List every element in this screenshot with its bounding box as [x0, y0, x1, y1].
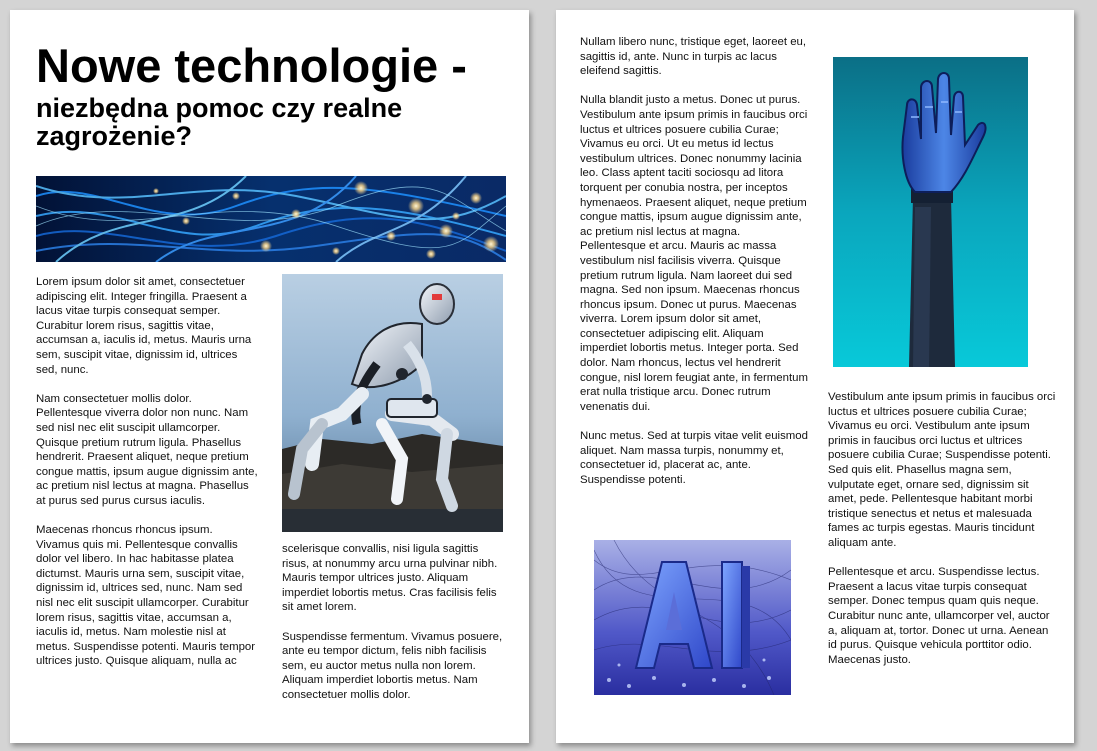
document-page-1 — [10, 10, 529, 743]
paragraph: Pellentesque et arcu. Suspendisse lectus. Praesent a lacus vitae turpis consequat semper. Donec tempus quam quis neque. Curabitur nunc ante, ullamcorper vel, auctor a, aliquam at, tortor. Donec ut urna. Aenean id purus. Quisque vehicula porttitor odio. Maecenas justo. — [828, 566, 1050, 666]
paragraph: Nunc metus. Sed at turpis vitae velit euismod aliquet. Nam massa turpis, nonummy et, consectetuer id, placerat ac, ante. Suspendisse potenti. — [580, 430, 808, 486]
banner-image — [36, 176, 506, 262]
page1-column-right — [282, 542, 504, 703]
paragraph: Nullam libero nunc, tristique eget, laoreet eu, sagittis id, ante. Nunc in turpis ac lacus eleifend sagittis. — [580, 36, 807, 78]
robot-image — [282, 274, 503, 532]
article-subtitle: niezbędna pomoc czy realne zagrożenie? — [36, 93, 403, 151]
page2-column-left — [580, 35, 808, 487]
paragraph: Vestibulum ante ipsum primis in faucibus orci luctus et ultrices posuere cubilia Curae; Vivamus eu orci. Vestibulum ante ipsum primis in faucibus orci luctus et ultrices posuere cubilia Curae; Suspendisse potenti. Sed quis elit. Phasellus magna sem, vulputate eget, ornare sed, dignissim sit amet, pede. Pellentesque habitant morbi tristique senectus et netus et malesuada fames ac turpis egestas. Mauris tincidunt aliquam ante. — [828, 391, 1056, 549]
paragraph: Nulla blandit justo a metus. Donec ut purus. Vestibulum ante ipsum primis in faucibus orci luctus et ultrices posuere cubilia Curae; Vivamus eu orci. Ut eu metus id lectus vestibulum ultrices. Donec nonummy lacinia leo. Class aptent taciti sociosqu ad litora torquent per conubia nostra, per inceptos hymenaeos. Praesent aliquet, neque pretium congue mattis, ipsum augue dignissim ante, ac pretium nisl lectus at magna. Pellentesque et arcu. Mauris ac massa vestibulum nisl facilisis viverra. Quisque pretium rutrum ligula. Nam laoreet dui sed magna. Sed non ipsum. Maecenas rhoncus rhoncus ipsum. Donec ut purus. Maecenas viverra. Lorem ipsum dolor sit amet, consectetuer adipiscing elit. Aliquam imperdiet lobortis metus. Integer porta. Sed dolor. Nam rhoncus, lectus vel hendrerit congue, nisl lorem feugiat ante, in fermentum erat nulla tristique arcu. Donec rutrum venenatis dui. — [580, 94, 808, 413]
page2-column-right — [828, 390, 1056, 667]
article-title: Nowe technologie - — [36, 39, 467, 92]
robotic-hand-image — [833, 57, 1028, 367]
ai-image — [594, 540, 791, 695]
paragraph: Nam consectetuer mollis dolor. Pellentesque viverra dolor non nunc. Nam sed nisl nec elit suscipit ullamcorper. Quisque pretium rutrum ligula. Phasellus hendrerit. Praesent aliquet, neque pretium congue mattis, ipsum augue dignissim ante, ac pretium nisl lectus at magna. Phasellus at purus sed purus cursus iaculis. — [36, 392, 258, 507]
document-page-2 — [556, 10, 1074, 743]
paragraph: scelerisque convallis, nisi ligula sagittis risus, at nonummy arcu urna pulvinar nibh. Mauris tempor ultrices justo. Aliquam imperdiet lobortis metus. Cras facilisis felis sit amet lorem. — [282, 543, 498, 614]
paragraph: Maecenas rhoncus rhoncus ipsum. Vivamus quis mi. Pellentesque convallis dolor vel libero. In hac habitasse platea dictumst. Mauris urna sem, suscipit vitae, dignissim id, ultrices sed, nunc. Nam sed nisl nec elit suscipit ullamcorper. Curabitur lorem risus, sagittis vitae, accumsan a, iaculis id, metus. Nam molestie nisl at metus. Suspendisse potenti. Mauris tempor ultrices justo. Quisque aliquam, nulla ac — [36, 524, 256, 668]
paragraph: Lorem ipsum dolor sit amet, consectetuer adipiscing elit. Integer fringilla. Praesent a lacus vitae turpis consequat semper. Curabitur lorem risus, sagittis vitae, accumsan a, iaculis id, metus. Mauris urna sem, suscipit vitae, dignissim id, ultrices sed, nunc. — [36, 276, 252, 376]
page1-column-left — [36, 275, 258, 669]
paragraph: Suspendisse fermentum. Vivamus posuere, ante eu tempor dictum, felis nibh facilisis sem, eu auctor metus nulla non lorem. Aliquam imperdiet lobortis metus. Nam consectetuer mollis dolor. — [282, 630, 503, 701]
